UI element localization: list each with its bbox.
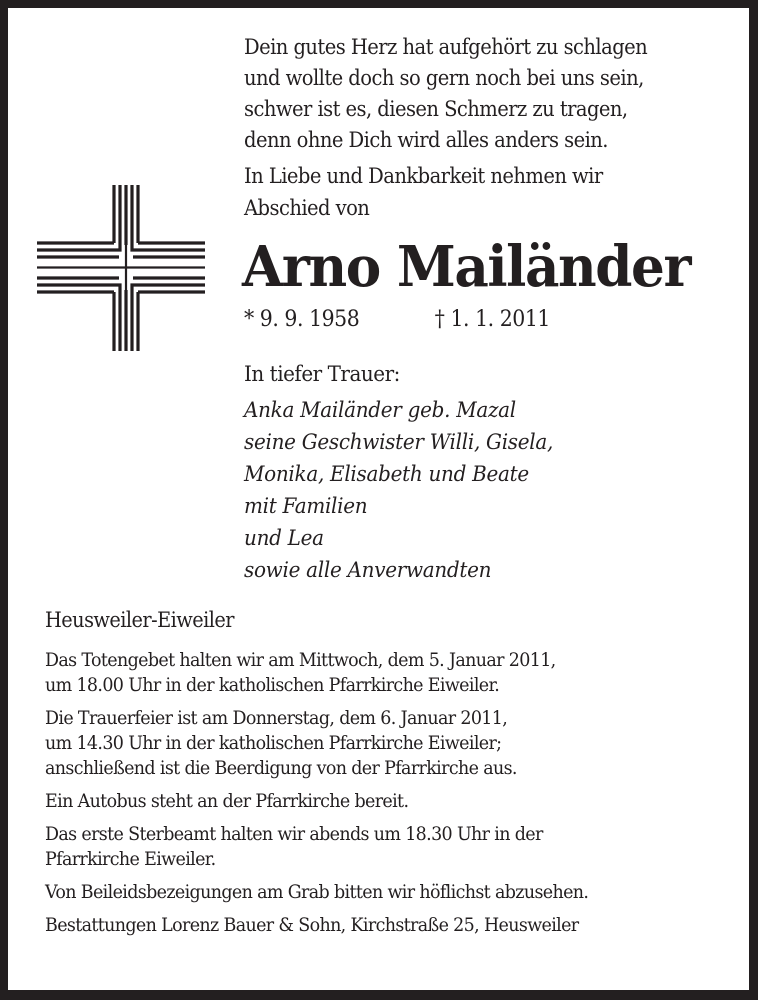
text-line: um 18.00 Uhr in der katholischen Pfarrkirche Eiweiler. [45, 674, 500, 696]
poem-line: schwer ist es, diesen Schmerz zu tragen, [244, 97, 628, 121]
mourners-list [244, 394, 553, 586]
deceased-name: Arno Mailänder [242, 234, 691, 300]
text-line: anschließend ist die Beerdigung von der Pfarrkirche aus. [45, 757, 517, 779]
mourner-line: seine Geschwister Willi, Gisela, [244, 430, 554, 454]
paragraph-bus [45, 789, 588, 814]
mourner-line: sowie alle Anverwandten [244, 558, 492, 582]
paragraph-condolences [45, 880, 588, 905]
mourner-line: Anka Mailänder geb. Mazal [244, 398, 516, 422]
birth-date: * 9. 9. 1958 [244, 307, 360, 332]
text-line: Das Totengebet halten wir am Mittwoch, dem 5. Januar 2011, [45, 649, 556, 671]
place-name: Heusweiler-Eiweiler [45, 608, 234, 632]
paragraph-funeral [45, 706, 588, 781]
intro-text [244, 160, 603, 224]
text-line: Das erste Sterbeamt halten wir abends um 18.30 Uhr in der [45, 823, 543, 845]
obituary-notice [8, 8, 749, 990]
poem [244, 32, 647, 156]
cross-icon [35, 183, 207, 353]
text-line: Die Trauerfeier ist am Donnerstag, dem 6. Januar 2011, [45, 707, 508, 729]
poem-line: denn ohne Dich wird alles anders sein. [244, 128, 608, 152]
mourner-line: Monika, Elisabeth und Beate [244, 462, 529, 486]
text-line: Ein Autobus steht an der Pfarrkirche bereit. [45, 790, 409, 812]
poem-line: Dein gutes Herz hat aufgehört zu schlagen [244, 35, 648, 59]
text-line: Pfarrkirche Eiweiler. [45, 848, 216, 870]
text-line: um 14.30 Uhr in der katholischen Pfarrkirche Eiweiler; [45, 732, 502, 754]
text-line: Bestattungen Lorenz Bauer & Sohn, Kirchstraße 25, Heusweiler [45, 914, 579, 936]
mourner-line: mit Familien [244, 494, 368, 518]
intro-line: Abschied von [244, 196, 370, 220]
text-line: Von Beileidsbezeigungen am Grab bitten wir höflichst abzusehen. [45, 881, 589, 903]
mourning-label: In tiefer Trauer: [244, 362, 400, 386]
service-details [45, 648, 588, 946]
mourner-line: und Lea [244, 526, 324, 550]
intro-line: In Liebe und Dankbarkeit nehmen wir [244, 164, 603, 188]
paragraph-wake [45, 648, 588, 698]
poem-line: und wollte doch so gern noch bei uns sein, [244, 66, 644, 90]
paragraph-undertaker [45, 913, 588, 938]
death-date: † 1. 1. 2011 [434, 307, 550, 332]
life-dates [244, 305, 550, 335]
paragraph-requiem [45, 822, 588, 872]
